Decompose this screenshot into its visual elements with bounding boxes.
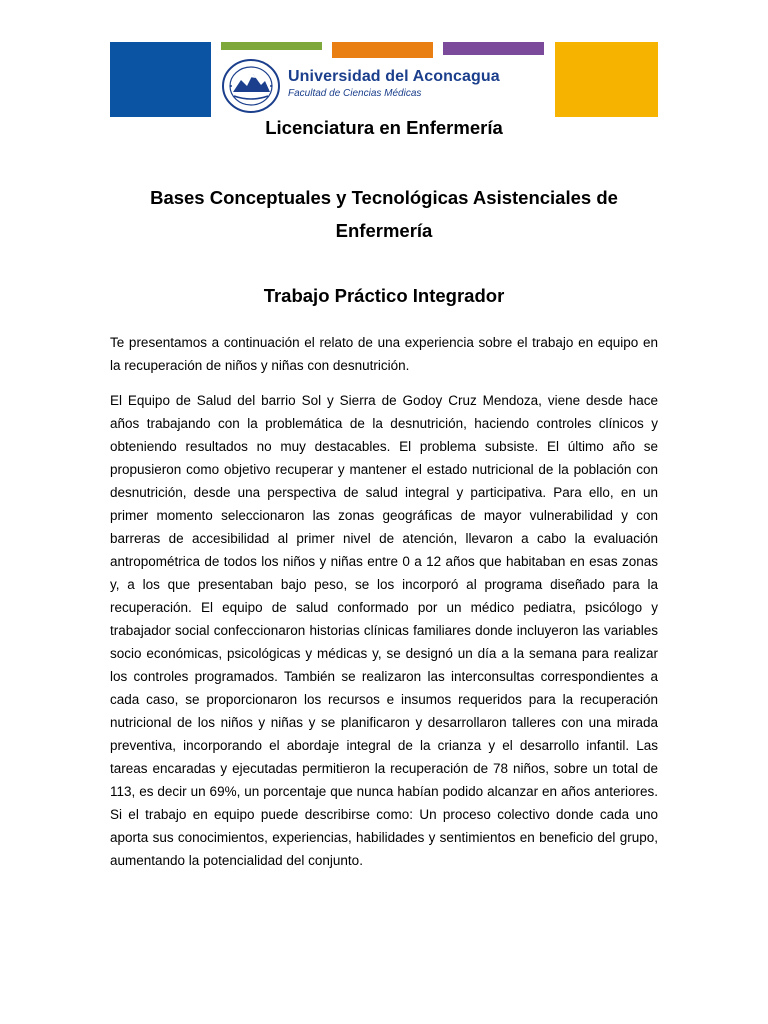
yellow-color-block: [555, 42, 658, 117]
green-color-bar: [221, 42, 322, 50]
university-name: Universidad del Aconcagua: [288, 68, 500, 85]
degree-title: Licenciatura en Enfermería: [265, 117, 503, 138]
orange-color-bar: [332, 42, 433, 58]
course-title: Bases Conceptuales y Tecnológicas Asistenciales de Enfermería: [150, 187, 618, 241]
intro-paragraph: Te presentamos a continuación el relato de una experiencia sobre el trabajo en equipo en la recuperación de niños y niñas con desnutrición.: [110, 335, 658, 373]
document-header: [0, 0, 768, 118]
purple-color-bar: [443, 42, 544, 55]
faculty-name: Facultad de Ciencias Médicas: [288, 88, 422, 99]
university-logo: [221, 58, 500, 114]
blue-color-block: [110, 42, 211, 117]
assignment-title: Trabajo Práctico Integrador: [263, 285, 505, 306]
university-seal-icon: [221, 58, 281, 114]
body-paragraph: El Equipo de Salud del barrio Sol y Sierra de Godoy Cruz Mendoza, viene desde hace años trabajando con la problemática de la desnutrición, haciendo controles clínicos y obteniendo resultados no muy destacables. El problema subsiste. El último año se propusieron como objetivo recuperar y mantener el estado nutricional de la población con desnutrición, desde una perspectiva de salud integral y participativa. Para ello, en un primer momento seleccionaron las zonas geográficas de mayor vulnerabilidad y con barreras de accesibilidad al primer nivel de atención, llevaron a cabo la evaluación antropométrica de todos los niños y niñas entre 0 a 12 años que habitaban en esas zonas y, a los que presentaban bajo peso, se los incorporó al programa diseñado para la recuperación. El equipo de salud conformado por un médico pediatra, psicólogo y trabajador social confeccionaron historias clínicas familiares donde incluyeron las variables socio económicas, psicológicas y médicas y, se designó un día a la semana para realizar los controles programados. También se realizaron las interconsultas correspondientes a cada caso, se proporcionaron los recursos e insumos requeridos para la recuperación nutricional de los niños y niñas y se planificaron y desarrollaron talleres con una mirada preventiva, incorporando el abordaje integral de la crianza y el desarrollo infantil. Las tareas encaradas y ejecutadas permitieron la recuperación de 78 niños, sobre un total de 113, es decir un 69%, un porcentaje que nunca habían podido alcanzar en años anteriores. Si el trabajo en equipo puede describirse como: Un proceso colectivo donde cada uno aporta sus conocimientos, experiencias, habilidades y sentimientos en beneficio del grupo, aumentando la potencialidad del conjunto.: [110, 393, 658, 868]
